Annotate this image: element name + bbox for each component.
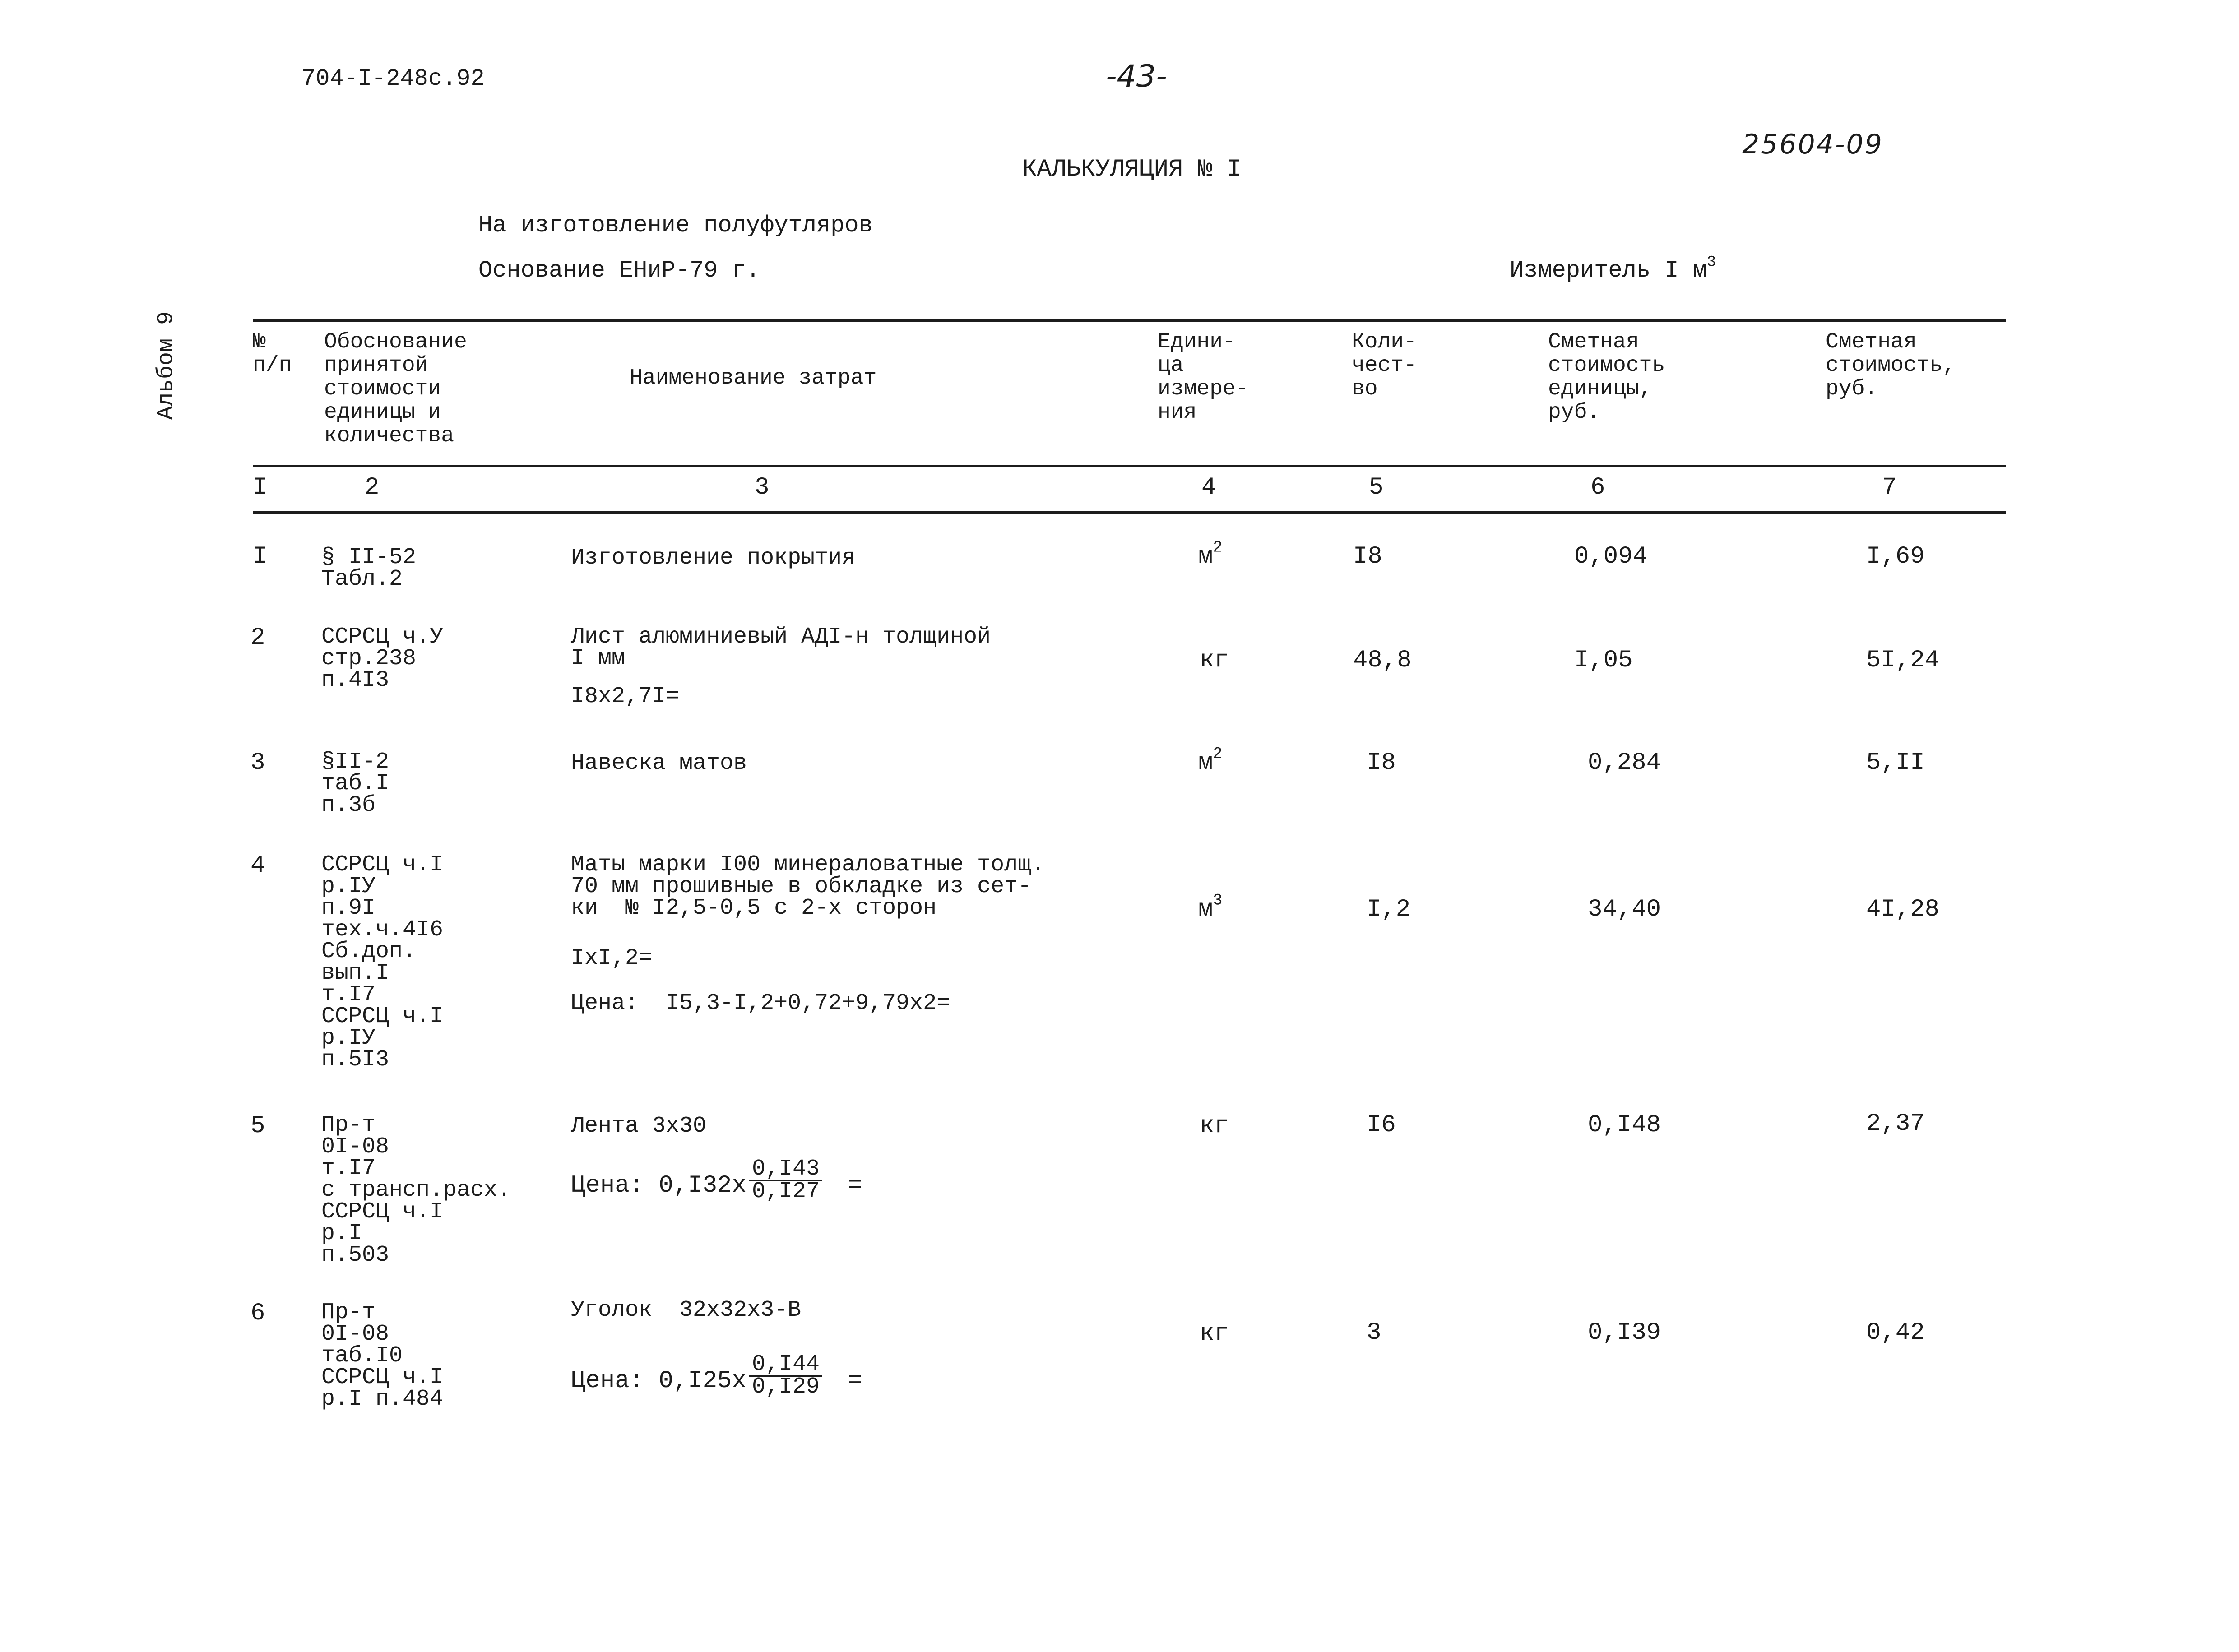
header-number: № п/п [253, 330, 292, 378]
row-cost-name: Уголок 32х32х3-В [571, 1297, 802, 1323]
row-total-cost: 2,37 [1866, 1110, 1925, 1138]
row-unit: $м^2$ [1198, 538, 1223, 570]
row-price-prefix: Цена: 0,I32х [571, 1172, 746, 1199]
row-quantity: I,2 [1367, 896, 1411, 923]
row-total-cost: I,69 [1866, 543, 1925, 570]
row-number: 4 [250, 852, 265, 879]
table-header-rule [253, 465, 2006, 467]
row-basis: ССРСЦ ч.У стр.238 п.4I3 [321, 624, 444, 693]
row-price-prefix: Цена: 0,I25х [571, 1367, 746, 1395]
album-label: Альбом 9 [153, 311, 179, 420]
column-number: 2 [365, 474, 380, 501]
header-basis: Обоснование принятой стоимости единицы и количества [324, 330, 467, 448]
row-unit-cost: 0,I48 [1588, 1111, 1661, 1139]
row-number: 5 [250, 1112, 265, 1140]
row-total-cost: 5,II [1866, 749, 1925, 777]
fraction-numerator: 0,I43 [749, 1159, 822, 1181]
row-unit: $м^2$ [1198, 745, 1223, 777]
measure-label: Измеритель I м [1510, 257, 1707, 284]
column-number: 3 [755, 474, 770, 501]
row-quantity: 48,8 [1353, 647, 1412, 674]
row-calculation: IхI,2= [571, 945, 653, 971]
measure-exponent: 3 [1706, 254, 1716, 271]
row-unit: кг [1200, 1112, 1229, 1140]
row-unit: кг [1200, 1320, 1229, 1347]
calculation-title: КАЛЬКУЛЯЦИЯ № I [1022, 156, 1242, 183]
registration-number: 25604-09 [1742, 129, 1883, 160]
row-basis: Пр-т 0I-08 т.I7 с трансп.расх. ССРСЦ ч.I р.I п.503 [321, 1112, 511, 1268]
purpose-line: На изготовление полуфутляров [478, 212, 873, 239]
table-top-rule [253, 319, 2006, 322]
row-price-fraction [749, 1156, 822, 1204]
row-basis: Пр-т 0I-08 таб.I0 ССРСЦ ч.I р.I п.484 [321, 1300, 444, 1412]
row-total-cost: 0,42 [1866, 1319, 1925, 1347]
row-number: I [253, 543, 268, 570]
row-unit: $м^3$ [1198, 891, 1223, 923]
basis-line: Основание ЕНиР-79 г. [478, 257, 760, 284]
row-number: 2 [250, 624, 265, 652]
row-cost-name: Лента 3х30 [571, 1113, 707, 1139]
row-total-cost: 4I,28 [1866, 896, 1940, 923]
table-number-rule [253, 511, 2006, 514]
fraction-numerator: 0,I44 [749, 1354, 822, 1377]
row-quantity: I8 [1353, 543, 1382, 570]
row-unit-cost: 0,I39 [1588, 1319, 1661, 1347]
header-unit-cost: Сметная стоимость единицы, руб. [1548, 330, 1665, 425]
row-price-suffix: = [848, 1367, 862, 1395]
row-price-suffix: = [848, 1172, 862, 1199]
column-number: 4 [1201, 474, 1216, 501]
document-code: 704-I-248с.92 [301, 65, 485, 92]
row-quantity: I8 [1367, 749, 1396, 777]
row-basis: ССРСЦ ч.I р.IУ п.9I тех.ч.4I6 Сб.доп. вып.I т.I7 ССРСЦ ч.I р.IУ п.5I3 [321, 852, 444, 1073]
row-cost-name: Навеска матов [571, 750, 747, 776]
column-number: 6 [1590, 474, 1605, 501]
row-unit: кг [1200, 647, 1229, 674]
fraction-denominator: 0,I27 [752, 1179, 820, 1204]
row-cost-name: Изготовление покрытия [571, 545, 856, 571]
row-total-cost: 5I,24 [1866, 647, 1940, 674]
page-number: -43- [1106, 59, 1167, 94]
row-calculation: I8х2,7I= [571, 684, 680, 709]
row-price-fraction [749, 1351, 822, 1400]
row-basis: § II-52 Табл.2 [321, 545, 417, 592]
header-cost-name: Наименование затрат [630, 366, 877, 390]
column-number: I [253, 474, 268, 501]
header-unit: Едини- ца измере- ния [1158, 330, 1249, 425]
fraction-denominator: 0,I29 [752, 1374, 820, 1400]
row-unit-cost: 0,284 [1588, 749, 1661, 777]
column-number: 7 [1882, 474, 1897, 501]
row-quantity: I6 [1367, 1111, 1396, 1139]
header-total-cost: Сметная стоимость, руб. [1826, 330, 1956, 401]
row-cost-name: Маты марки I00 минераловатные толщ. 70 мм прошивные в обкладке из сет- ки № I2,5-0,5 с 2-х сторон [571, 852, 1045, 921]
row-quantity: 3 [1367, 1319, 1381, 1347]
row-basis: §II-2 таб.I п.3б [321, 749, 389, 818]
row-price: Цена: I5,3-I,2+0,72+9,79х2= [571, 990, 950, 1016]
row-number: 6 [250, 1300, 265, 1327]
column-number: 5 [1369, 474, 1384, 501]
row-cost-name: Лист алюминиевый АДI-н толщиной I мм [571, 624, 991, 671]
row-unit-cost: 34,40 [1588, 896, 1661, 923]
header-quantity: Коли- чест- во [1352, 330, 1417, 401]
measure-line [1510, 254, 1716, 284]
row-unit-cost: 0,094 [1574, 543, 1648, 570]
row-number: 3 [250, 749, 265, 777]
row-unit-cost: I,05 [1574, 647, 1633, 674]
